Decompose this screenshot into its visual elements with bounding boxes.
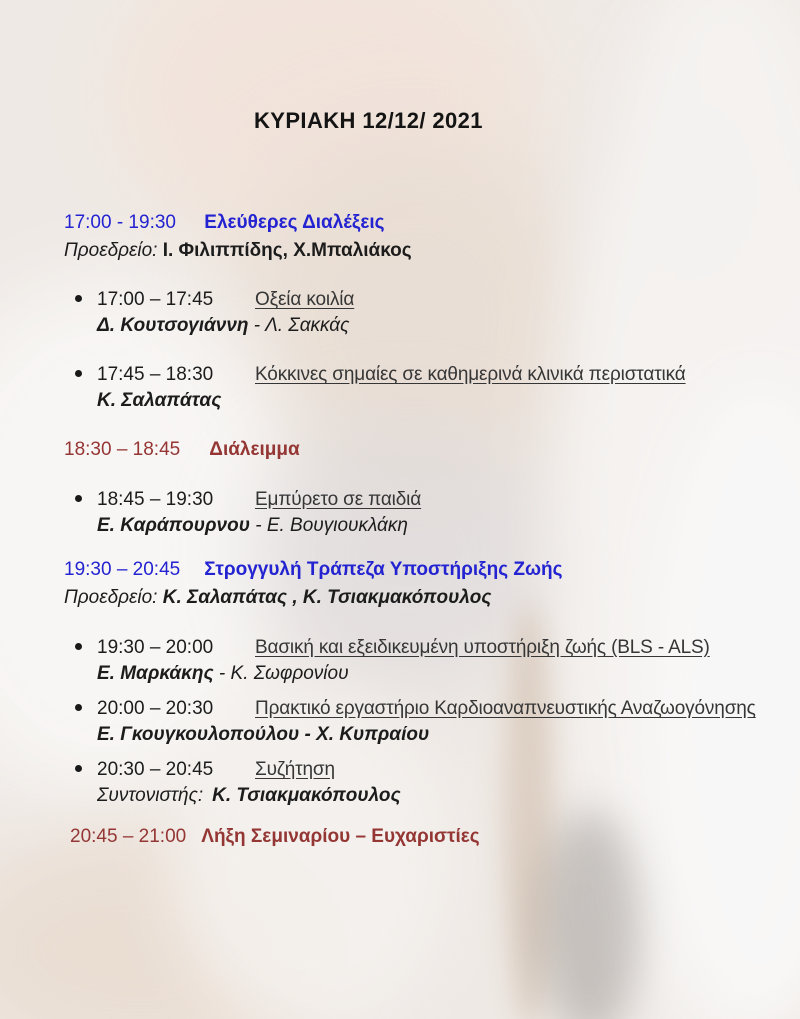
bullet-icon — [75, 495, 82, 502]
speaker-name: Ε. Καράπουρνου — [97, 515, 250, 536]
session-2-title: Στρογγυλή Τράπεζα Υποστήριξης Ζωής — [204, 559, 563, 580]
talk-title: Πρακτικό εργαστήριο Καρδιοαναπνευστικής Αναζωογόνησης — [255, 698, 756, 719]
talk-title: Οξεία κοιλία — [255, 289, 355, 310]
talk-title-line — [64, 757, 766, 783]
break-title: Διάλειμμα — [209, 439, 300, 460]
bullet-icon — [75, 370, 82, 377]
talk-time: 18:45 – 19:30 — [97, 489, 214, 510]
talk-time: 19:30 – 20:00 — [97, 637, 214, 658]
bullet-icon — [75, 643, 82, 650]
speaker-name: Δ. Κουτσογιάννη — [97, 315, 249, 336]
session-1-time: 17:00 - 19:30 — [64, 212, 176, 233]
bullet-icon — [75, 295, 82, 302]
bullet-icon — [75, 704, 82, 711]
speaker-name: Κ. Τσιακμακόπουλος — [212, 785, 401, 806]
speaker-name: Ε. Μαρκάκης — [97, 663, 214, 684]
talk-time: 20:30 – 20:45 — [97, 759, 214, 780]
speaker-co: - Λ. Σακκάς — [248, 315, 350, 336]
break-time: 18:30 – 18:45 — [64, 439, 181, 460]
talk-title-line — [64, 362, 766, 388]
talk-title: Συζήτηση — [255, 759, 335, 780]
talk-item — [64, 696, 766, 748]
talk-item — [64, 635, 766, 687]
talk-time: 20:00 – 20:30 — [97, 698, 214, 719]
closing-line — [64, 824, 766, 850]
closing-title: Λήξη Σεμιναρίου – Ευχαριστίες — [201, 826, 480, 847]
speaker-name: Κ. Σαλαπάτας — [97, 390, 222, 411]
session-2-time: 19:30 – 20:45 — [64, 559, 181, 580]
session-1-header — [64, 210, 766, 236]
talk-item — [64, 287, 766, 339]
chair-names: Ι. Φιλιππίδης, Χ.Μπαλιάκος — [162, 240, 412, 261]
talk-title-line — [64, 635, 766, 661]
talk-time: 17:45 – 18:30 — [97, 364, 214, 385]
break-line — [64, 437, 766, 463]
talk-title: Βασική και εξειδικευμένη υποστήριξη ζωής (BLS - ALS) — [255, 637, 710, 658]
chair-label: Προεδρείο: — [64, 240, 158, 261]
talk-item — [64, 487, 766, 539]
bullet-icon — [75, 765, 82, 772]
chair-names: Κ. Σαλαπάτας , Κ. Τσιακμακόπουλος — [162, 587, 492, 608]
talk-speakers — [97, 313, 766, 339]
session-2-header — [64, 557, 766, 583]
talk-title-line — [64, 696, 766, 722]
speaker-co: - Κ. Σωφρονίου — [213, 663, 349, 684]
closing-time: 20:45 – 21:00 — [70, 826, 187, 847]
session-2-chairs — [64, 585, 766, 611]
coordinator-label: Συντονιστής: — [97, 785, 204, 806]
chair-label: Προεδρείο: — [64, 587, 158, 608]
talk-speakers — [97, 783, 766, 809]
talk-speakers — [97, 513, 766, 539]
session-1-chairs — [64, 238, 766, 264]
session-1-title: Ελεύθερες Διαλέξεις — [204, 212, 385, 233]
talk-item — [64, 757, 766, 809]
talk-title-line — [64, 487, 766, 513]
talk-speakers — [97, 388, 766, 414]
talk-speakers — [97, 722, 766, 748]
talk-item — [64, 362, 766, 414]
talk-speakers — [97, 661, 766, 687]
page-title: ΚΥΡΙΑΚΗ 12/12/ 2021 — [254, 108, 483, 133]
talk-time: 17:00 – 17:45 — [97, 289, 214, 310]
speaker-name: Ε. Γκουγκουλοπούλου - Χ. Κυπραίου — [97, 724, 430, 745]
speaker-co: - Ε. Βουγιουκλάκη — [249, 515, 408, 536]
talk-title: Κόκκινες σημαίες σε καθημερινά κλινικά περιστατικά — [255, 364, 686, 385]
talk-title: Εμπύρετο σε παιδιά — [255, 489, 422, 510]
talk-title-line — [64, 287, 766, 313]
